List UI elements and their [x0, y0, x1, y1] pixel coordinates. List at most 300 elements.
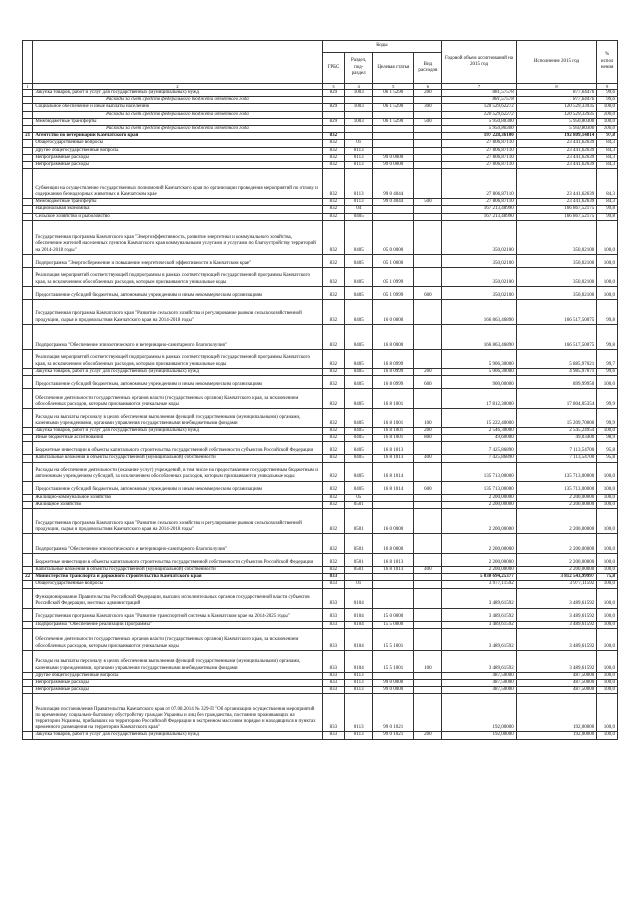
- table-row: [23, 409, 618, 428]
- percent-cell: 99,9: [597, 409, 618, 428]
- annual-volume-cell: 900,00000: [442, 376, 516, 389]
- execution-cell: 2 200,00000: [516, 509, 597, 534]
- table-row: [23, 650, 618, 672]
- table-row: [23, 267, 618, 286]
- expense-type-cell: [414, 680, 442, 687]
- target-code-cell: [373, 672, 414, 679]
- column-number: 6: [414, 84, 442, 90]
- percent-cell: 99,6: [597, 97, 618, 104]
- execution-cell: 3 812 543,99997: [516, 574, 597, 581]
- execution-cell: 120 529,33935: [516, 111, 597, 118]
- row-number-cell: [23, 608, 33, 621]
- section-code-cell: 0104: [345, 588, 373, 608]
- row-number-cell: [23, 628, 33, 650]
- annual-volume-cell: 2 546,30000: [442, 428, 516, 435]
- table-row: [23, 509, 618, 534]
- execution-cell: 7 113,54700: [516, 455, 597, 462]
- target-code-cell: 99 0 0000: [373, 687, 414, 694]
- table-row: [23, 349, 618, 368]
- item-name-cell: Расходы за счет средств федерального бюджета отчетного года: [33, 126, 322, 133]
- table-row: [23, 324, 618, 349]
- execution-cell: 487,50000: [516, 680, 597, 687]
- percent-cell: 100,0: [597, 650, 618, 672]
- execution-cell: 7 113,54700: [516, 442, 597, 455]
- execution-cell: 4 985,97071: [516, 368, 597, 375]
- target-code-cell: 99 0 4044: [373, 169, 414, 199]
- table-row: [23, 97, 618, 104]
- annual-volume-cell: 3 489,61592: [442, 588, 516, 608]
- execution-cell: 877,64476: [516, 90, 597, 97]
- execution-cell: 5 950,80300: [516, 126, 597, 133]
- annual-volume-cell: 15 222,40000: [442, 409, 516, 428]
- item-name-cell: Подпрограмма "Обеспечение эпизоотического и ветеринарно-санитарного благополучия": [33, 324, 322, 349]
- expense-type-cell: [414, 554, 442, 567]
- row-number-cell: [23, 104, 33, 111]
- item-name-cell: Межбюджетные трансферты: [33, 199, 322, 206]
- header-percent: % испол нения: [597, 41, 618, 84]
- row-number-cell: [23, 147, 33, 154]
- column-number: 2: [33, 84, 322, 90]
- execution-cell: 350,02100: [516, 267, 597, 286]
- item-name-cell: Обеспечение деятельности государственных органов власти (государственных органов) Камчатского края, за исключением обособленных расходов, которым присваиваются уникальные коды: [33, 389, 322, 409]
- grbs-code-cell: 829: [322, 118, 345, 125]
- percent-cell: 99,6: [597, 368, 618, 375]
- grbs-code-cell: 832: [322, 169, 345, 199]
- header-number: [23, 41, 33, 84]
- target-code-cell: [373, 501, 414, 508]
- section-code-cell: 0501: [345, 501, 373, 508]
- target-code-cell: 16 0 0000: [373, 509, 414, 534]
- grbs-code-cell: 833: [322, 672, 345, 679]
- section-code-cell: 0113: [345, 154, 373, 161]
- table-row: [23, 111, 618, 118]
- annual-volume-cell: 192,00000: [442, 694, 516, 732]
- grbs-code-cell: 832: [322, 206, 345, 213]
- row-number-cell: [23, 389, 33, 409]
- table-row: [23, 581, 618, 588]
- expense-type-cell: [414, 213, 442, 220]
- execution-cell: 3 489,61592: [516, 608, 597, 621]
- row-number-cell: [23, 199, 33, 206]
- target-code-cell: 99 0 0000: [373, 154, 414, 161]
- target-code-cell: 06 1 5290: [373, 104, 414, 111]
- target-code-cell: 16 8 1001: [373, 428, 414, 435]
- section-code-cell: 0405: [345, 286, 373, 299]
- target-code-cell: [373, 111, 414, 118]
- section-code-cell: 0405: [345, 462, 373, 481]
- percent-cell: 84,3: [597, 140, 618, 147]
- grbs-code-cell: 832: [322, 162, 345, 169]
- expense-type-cell: [414, 147, 442, 154]
- grbs-code-cell: 829: [322, 104, 345, 111]
- section-code-cell: [345, 97, 373, 104]
- section-code-cell: 0405: [345, 376, 373, 389]
- target-code-cell: [373, 206, 414, 213]
- section-code-cell: [345, 126, 373, 133]
- budget-execution-table: [22, 40, 618, 740]
- item-name-cell: Сельское хозяйство и рыболовство: [33, 213, 322, 220]
- expense-type-cell: [414, 574, 442, 581]
- item-name-cell: Капитальные вложения в объекты государственной (муниципальной) собственности: [33, 567, 322, 574]
- expense-type-cell: 500: [414, 118, 442, 125]
- annual-volume-cell: 2 200,00000: [442, 567, 516, 574]
- row-number-cell: [23, 732, 33, 739]
- execution-cell: 49,03400: [516, 435, 597, 442]
- item-name-cell: Реализация мероприятий соответствующей подпрограммы в рамках соответствующей государственной программы Камчатского края, за исключением обособленных расходов, которым присваиваются уникальные коды: [33, 267, 322, 286]
- expense-type-cell: [414, 140, 442, 147]
- execution-cell: 3 489,61592: [516, 621, 597, 628]
- item-name-cell: Подпрограмма "Обеспечение реализации Программы": [33, 621, 322, 628]
- table-row: [23, 621, 618, 628]
- section-code-cell: 0405: [345, 455, 373, 462]
- percent-cell: 75,8: [597, 574, 618, 581]
- row-number-cell: [23, 267, 33, 286]
- target-code-cell: 16 8 1013: [373, 442, 414, 455]
- grbs-code-cell: 833: [322, 694, 345, 732]
- execution-cell: 3 489,61592: [516, 628, 597, 650]
- item-name-cell: Подпрограмма "Энергосбережение и повышение энергетической эффективности в Камчатском крае": [33, 254, 322, 267]
- target-code-cell: [373, 581, 414, 588]
- target-code-cell: [373, 213, 414, 220]
- annual-volume-cell: 5 006,30000: [442, 368, 516, 375]
- grbs-code-cell: 832: [322, 442, 345, 455]
- grbs-code-cell: 833: [322, 687, 345, 694]
- target-code-cell: 16 8 1013: [373, 455, 414, 462]
- table-row: [23, 435, 618, 442]
- percent-cell: 100,0: [597, 494, 618, 501]
- execution-cell: 166 867,52175: [516, 213, 597, 220]
- table-row: [23, 376, 618, 389]
- percent-cell: 100,0: [597, 509, 618, 534]
- percent-cell: 100,0: [597, 481, 618, 494]
- column-number: 3: [322, 84, 345, 90]
- percent-cell: 100,0: [597, 501, 618, 508]
- table-row: [23, 501, 618, 508]
- annual-volume-cell: 197 228,36100: [442, 133, 516, 140]
- execution-cell: 17 804,05354: [516, 389, 597, 409]
- expense-type-cell: 600: [414, 481, 442, 494]
- grbs-code-cell: [322, 111, 345, 118]
- item-name-cell: Расходы на обеспечение деятельности (оказание услуг) учреждений, в том числе на предоставление государственным бюджетным и автономным учреждениям субсидий, за исключением обособленных расходов, которым присваиваются уникальные коды: [33, 462, 322, 481]
- target-code-cell: 05 1 0999: [373, 286, 414, 299]
- expense-type-cell: [414, 694, 442, 732]
- table-row: [23, 162, 618, 169]
- execution-cell: 5 885,97021: [516, 349, 597, 368]
- annual-volume-cell: 135 713,00000: [442, 481, 516, 494]
- grbs-code-cell: 832: [322, 324, 345, 349]
- percent-cell: 99,7: [597, 349, 618, 368]
- section-code-cell: 0113: [345, 199, 373, 206]
- row-number-cell: [23, 534, 33, 554]
- expense-type-cell: [414, 389, 442, 409]
- annual-volume-cell: 487,50000: [442, 680, 516, 687]
- grbs-code-cell: 832: [322, 554, 345, 567]
- grbs-code-cell: 832: [322, 435, 345, 442]
- percent-cell: 100,0: [597, 608, 618, 621]
- section-code-cell: 0104: [345, 621, 373, 628]
- table-row: [23, 732, 618, 739]
- target-code-cell: [373, 133, 414, 140]
- annual-volume-cell: 350,02100: [442, 220, 516, 254]
- section-code-cell: 04: [345, 206, 373, 213]
- table-row: [23, 428, 618, 435]
- percent-cell: 99,8: [597, 299, 618, 324]
- grbs-code-cell: 832: [322, 299, 345, 324]
- grbs-code-cell: 832: [322, 220, 345, 254]
- row-number-cell: [23, 621, 33, 628]
- row-number-cell: [23, 494, 33, 501]
- section-code-cell: 0113: [345, 680, 373, 687]
- percent-cell: 100,0: [597, 672, 618, 679]
- item-name-cell: Национальная экономика: [33, 206, 322, 213]
- item-name-cell: Предоставление субсидий бюджетным, автономным учреждениям и иным некоммерческим организациям: [33, 286, 322, 299]
- target-code-cell: 15 5 1001: [373, 628, 414, 650]
- item-name-cell: Реализация мероприятий соответствующей подпрограммы в рамках соответствующей государственной программы Камчатского края, за исключением обособленных расходов, которым присваиваются уникальные коды: [33, 349, 322, 368]
- table-row: [23, 608, 618, 621]
- target-code-cell: 16 8 1001: [373, 435, 414, 442]
- grbs-code-cell: 832: [322, 147, 345, 154]
- target-code-cell: [373, 126, 414, 133]
- target-code-cell: [373, 494, 414, 501]
- item-name-cell: Иные бюджетные ассигнования: [33, 435, 322, 442]
- grbs-code-cell: 832: [322, 409, 345, 428]
- grbs-code-cell: [322, 126, 345, 133]
- expense-type-cell: [414, 111, 442, 118]
- annual-volume-cell: 7 425,86890: [442, 442, 516, 455]
- grbs-code-cell: 832: [322, 534, 345, 554]
- section-code-cell: 01: [345, 581, 373, 588]
- grbs-code-cell: 833: [322, 588, 345, 608]
- row-number-cell: [23, 462, 33, 481]
- expense-type-cell: 300: [414, 104, 442, 111]
- item-name-cell: Непрограммные расходы: [33, 154, 322, 161]
- section-code-cell: 0405: [345, 389, 373, 409]
- section-code-cell: 0405: [345, 481, 373, 494]
- table-row: [23, 220, 618, 254]
- section-code-cell: 0405: [345, 324, 373, 349]
- annual-volume-cell: 350,02100: [442, 254, 516, 267]
- percent-cell: 100,0: [597, 621, 618, 628]
- expense-type-cell: 200: [414, 732, 442, 739]
- row-number-cell: [23, 567, 33, 574]
- item-name-cell: Другие общегосударственные вопросы: [33, 147, 322, 154]
- annual-volume-cell: 2 200,00000: [442, 501, 516, 508]
- execution-cell: 3 489,61592: [516, 650, 597, 672]
- item-name-cell: Непрограммные расходы: [33, 162, 322, 169]
- item-name-cell: Расходы на выплаты персоналу в целях обеспечения выполнения функций государственными (муниципальными) органами, казенными учреждениями, органами управления государственными внебюджетными фондами: [33, 409, 322, 428]
- expense-type-cell: 100: [414, 650, 442, 672]
- expense-type-cell: [414, 349, 442, 368]
- percent-cell: 100,0: [597, 111, 618, 118]
- expense-type-cell: [414, 672, 442, 679]
- header-target: Целевая статья: [373, 53, 414, 84]
- expense-type-cell: [414, 581, 442, 588]
- execution-cell: 487,50000: [516, 687, 597, 694]
- header-grbs: ГРБС: [322, 53, 345, 84]
- percent-cell: 100,0: [597, 581, 618, 588]
- expense-type-cell: 100: [414, 409, 442, 428]
- item-name-cell: Государственная программа Камчатского края "Развитие сельского хозяйства и регулирование рынков сельскохозяйственной продукции, сырья и продовольствия Камчатского края на 2014-2018 годы": [33, 509, 322, 534]
- grbs-code-cell: 832: [322, 509, 345, 534]
- annual-volume-cell: 5 950,80300: [442, 126, 516, 133]
- section-code-cell: 0405: [345, 428, 373, 435]
- grbs-code-cell: 833: [322, 574, 345, 581]
- target-code-cell: 99 0 1021: [373, 732, 414, 739]
- expense-type-cell: 800: [414, 435, 442, 442]
- item-name-cell: Социальное обеспечение и иные выплаты населению: [33, 104, 322, 111]
- target-code-cell: 99 0 4044: [373, 199, 414, 206]
- table-row: [23, 126, 618, 133]
- row-number-cell: [23, 680, 33, 687]
- execution-cell: 135 713,00000: [516, 462, 597, 481]
- column-number: 7: [442, 84, 516, 90]
- section-code-cell: 0405: [345, 442, 373, 455]
- item-name-cell: Предоставление субсидий бюджетным, автономным учреждениям и иным некоммерческим организациям: [33, 376, 322, 389]
- annual-volume-cell: 167 213,48990: [442, 213, 516, 220]
- item-name-cell: Закупка товаров, работ и услуг для государственных (муниципальных) нужд: [33, 90, 322, 97]
- row-number-cell: [23, 111, 33, 118]
- header-row-top: [23, 41, 618, 53]
- expense-type-cell: 500: [414, 199, 442, 206]
- row-number-cell: [23, 409, 33, 428]
- annual-volume-cell: 17 812,30000: [442, 389, 516, 409]
- table-row: [23, 567, 618, 574]
- table-row: [23, 169, 618, 199]
- table-row: [23, 687, 618, 694]
- execution-cell: 120 529,33935: [516, 104, 597, 111]
- percent-cell: 95,8: [597, 455, 618, 462]
- item-name-cell: Министерство транспорта и дорожного строительства Камчатского края: [33, 574, 322, 581]
- column-number: 5: [373, 84, 414, 90]
- expense-type-cell: [414, 534, 442, 554]
- header-codes: Коды: [322, 41, 442, 53]
- grbs-code-cell: 832: [322, 154, 345, 161]
- expense-type-cell: [414, 462, 442, 481]
- grbs-code-cell: 833: [322, 732, 345, 739]
- row-number-cell: [23, 286, 33, 299]
- table-row: [23, 104, 618, 111]
- expense-type-cell: [414, 608, 442, 621]
- annual-volume-cell: 2 200,00000: [442, 554, 516, 567]
- expense-type-cell: 600: [414, 376, 442, 389]
- percent-cell: 98,9: [597, 435, 618, 442]
- percent-cell: 100,0: [597, 254, 618, 267]
- target-code-cell: 16 8 0000: [373, 324, 414, 349]
- section-code-cell: 0501: [345, 554, 373, 567]
- execution-cell: 166 517,50075: [516, 324, 597, 349]
- grbs-code-cell: 832: [322, 254, 345, 267]
- expense-type-cell: [414, 267, 442, 286]
- target-code-cell: 16 8 0000: [373, 534, 414, 554]
- execution-cell: 350,02100: [516, 254, 597, 267]
- item-name-cell: Непрограммные расходы: [33, 687, 322, 694]
- row-number-cell: [23, 687, 33, 694]
- row-number-cell: [23, 694, 33, 732]
- expense-type-cell: [414, 501, 442, 508]
- header-annual-volume: Годовой объем ассигнований на 2015 год: [442, 41, 516, 84]
- target-code-cell: 16 0 0000: [373, 299, 414, 324]
- execution-cell: 192,00000: [516, 732, 597, 739]
- percent-cell: 100,0: [597, 534, 618, 554]
- section-code-cell: 0104: [345, 628, 373, 650]
- column-number: 1: [23, 84, 33, 90]
- annual-volume-cell: 27 806,87110: [442, 140, 516, 147]
- row-number-cell: [23, 581, 33, 588]
- execution-cell: 3 489,61592: [516, 588, 597, 608]
- section-code-cell: 0501: [345, 534, 373, 554]
- item-name-cell: Межбюджетные трансферты: [33, 118, 322, 125]
- grbs-code-cell: 833: [322, 628, 345, 650]
- expense-type-cell: [414, 162, 442, 169]
- table-row: [23, 455, 618, 462]
- target-code-cell: 99 0 0000: [373, 162, 414, 169]
- annual-volume-cell: 120 529,62272: [442, 111, 516, 118]
- item-name-cell: Обеспечение деятельности государственных органов власти (государственных органов) Камчатского края, за исключением обособленных расходов, которым присваиваются уникальные коды: [33, 628, 322, 650]
- percent-cell: 97,8: [597, 133, 618, 140]
- annual-volume-cell: 166 863,46890: [442, 299, 516, 324]
- execution-cell: 2 200,00000: [516, 554, 597, 567]
- annual-volume-cell: 487,50000: [442, 687, 516, 694]
- target-code-cell: 16 8 1001: [373, 389, 414, 409]
- row-number-cell: [23, 650, 33, 672]
- grbs-code-cell: 832: [322, 567, 345, 574]
- expense-type-cell: [414, 442, 442, 455]
- budget-table-sheet: [22, 40, 618, 740]
- section-code-cell: 0405: [345, 220, 373, 254]
- item-name-cell: Жилищно-коммунальное хозяйство: [33, 494, 322, 501]
- row-number-cell: [23, 501, 33, 508]
- header-name: [33, 41, 322, 84]
- target-code-cell: [373, 588, 414, 608]
- item-name-cell: Расходы за счет средств федерального бюджета отчетного года: [33, 111, 322, 118]
- execution-cell: 166 867,52175: [516, 206, 597, 213]
- table-row: [23, 90, 618, 97]
- execution-cell: 2 200,00000: [516, 501, 597, 508]
- target-code-cell: [373, 574, 414, 581]
- execution-cell: 23 441,62639: [516, 147, 597, 154]
- section-code-cell: 0113: [345, 694, 373, 732]
- table-row: [23, 368, 618, 375]
- execution-cell: 15 209,70000: [516, 409, 597, 428]
- annual-volume-cell: 49,60000: [442, 435, 516, 442]
- grbs-code-cell: 832: [322, 376, 345, 389]
- percent-cell: 100,0: [597, 687, 618, 694]
- target-code-cell: 16 8 0999: [373, 368, 414, 375]
- percent-cell: 84,3: [597, 162, 618, 169]
- target-code-cell: [373, 140, 414, 147]
- annual-volume-cell: 3 489,61592: [442, 650, 516, 672]
- item-name-cell: Жилищное хозяйство: [33, 501, 322, 508]
- item-name-cell: Расходы за счет средств федерального бюджета отчетного года: [33, 97, 322, 104]
- annual-volume-cell: 2 200,00000: [442, 534, 516, 554]
- item-name-cell: Агентство по ветеринарии Камчатского края: [33, 133, 322, 140]
- expense-type-cell: [414, 621, 442, 628]
- percent-cell: 100,0: [597, 428, 618, 435]
- expense-type-cell: 200: [414, 428, 442, 435]
- expense-type-cell: 600: [414, 286, 442, 299]
- annual-volume-cell: 5 950,80300: [442, 118, 516, 125]
- execution-cell: 23 441,62639: [516, 169, 597, 199]
- execution-cell: 23 441,62639: [516, 199, 597, 206]
- percent-cell: 100,0: [597, 286, 618, 299]
- table-row: [23, 389, 618, 409]
- grbs-code-cell: 832: [322, 389, 345, 409]
- grbs-code-cell: 832: [322, 267, 345, 286]
- target-code-cell: 16 8 1014: [373, 481, 414, 494]
- item-name-cell: Закупка товаров, работ и услуг для государственных (муниципальных) нужд: [33, 368, 322, 375]
- grbs-code-cell: 832: [322, 455, 345, 462]
- execution-cell: 166 517,50075: [516, 299, 597, 324]
